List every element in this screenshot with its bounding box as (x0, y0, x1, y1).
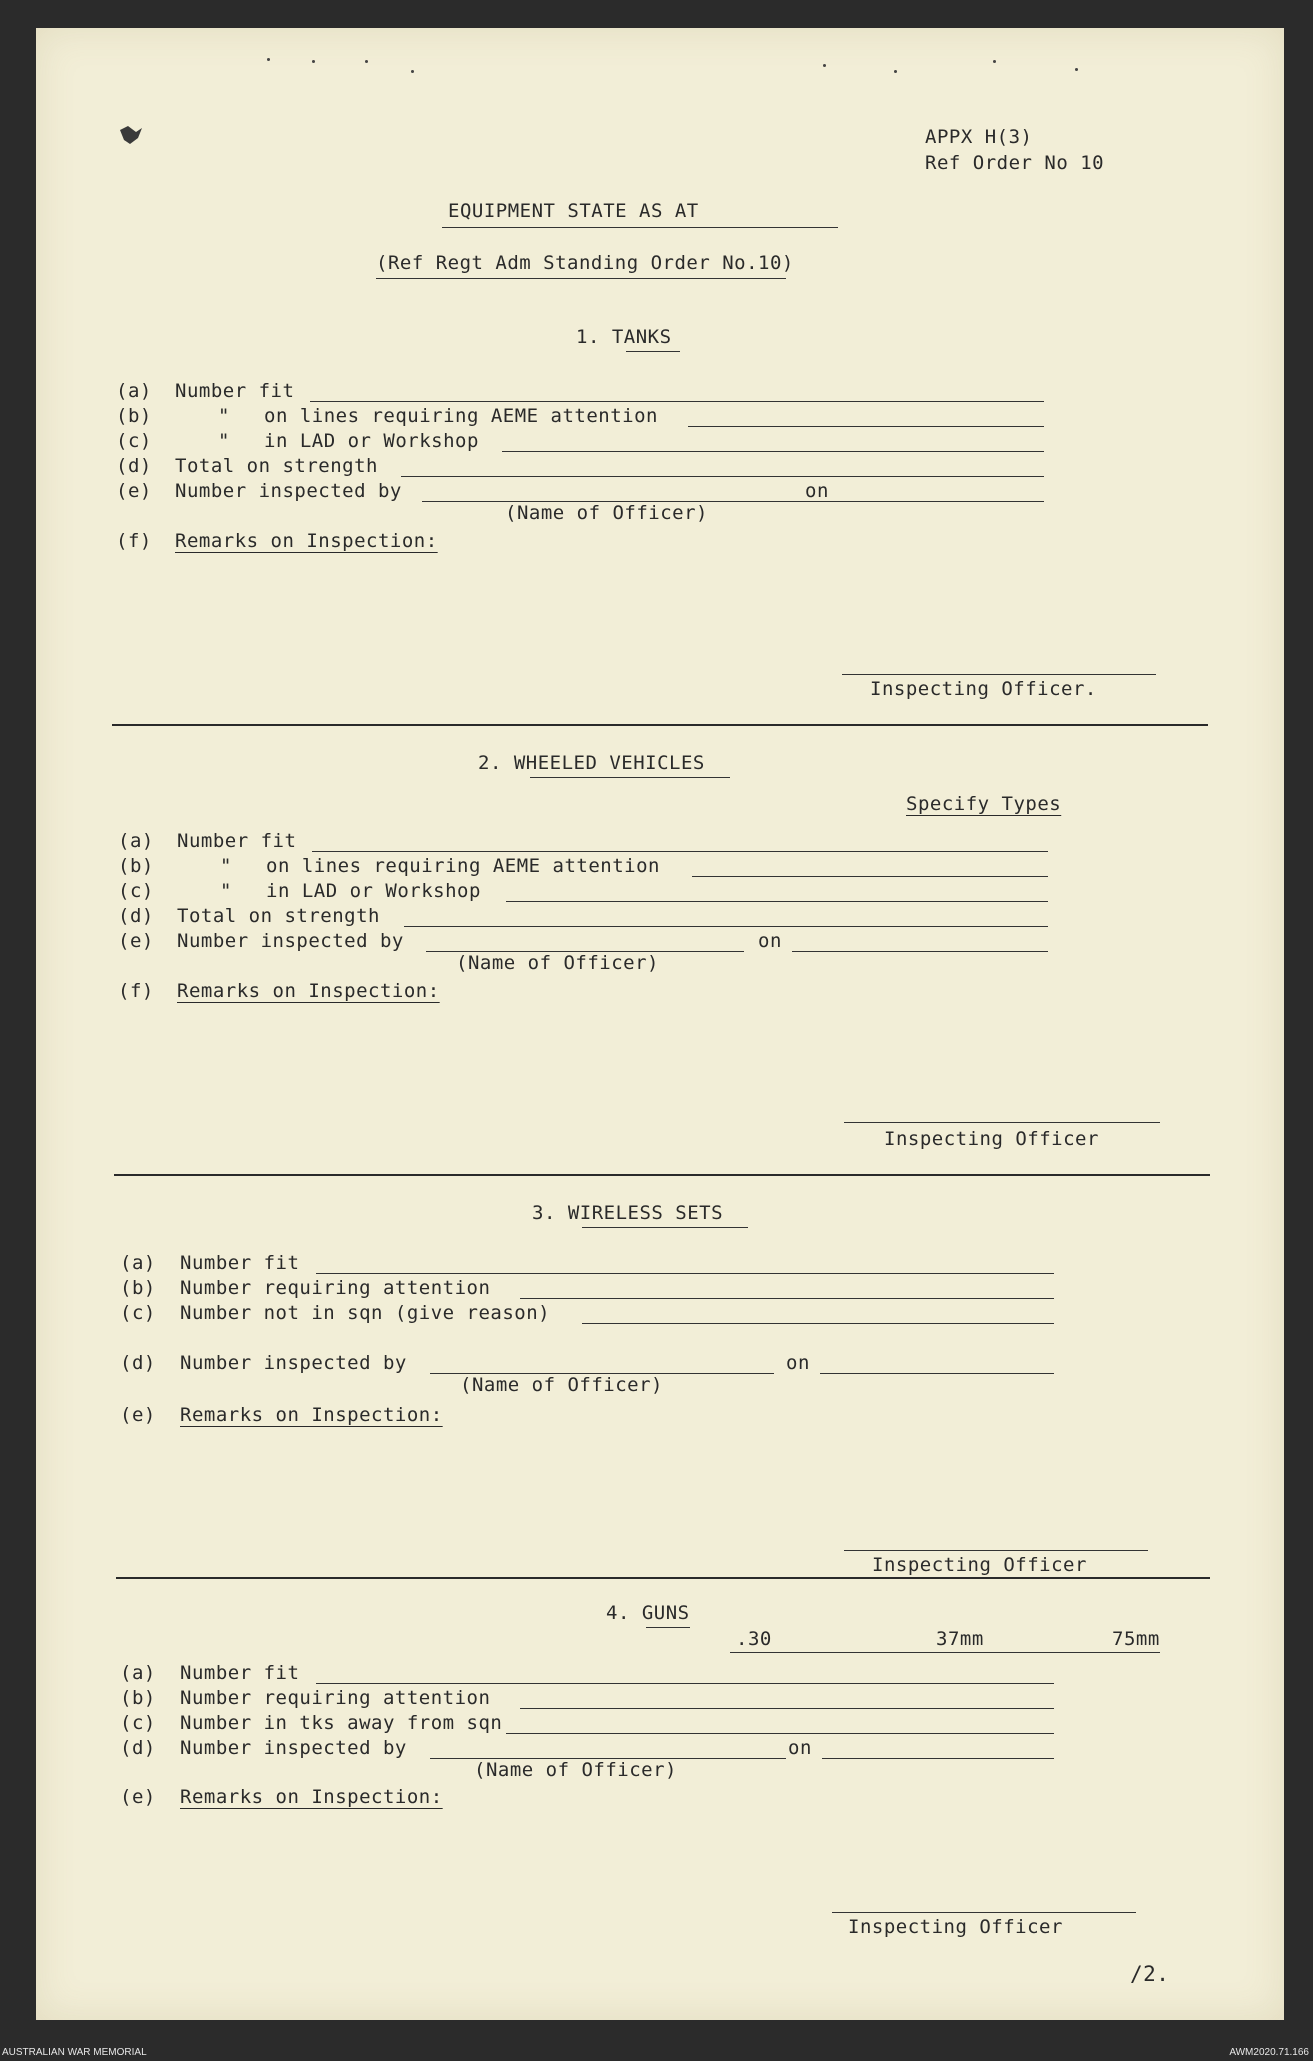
punch-mark (894, 70, 897, 73)
name-of-officer-caption: (Name of Officer) (474, 1759, 677, 1781)
guns-away-from-sqn-field[interactable] (506, 1733, 1054, 1734)
ref-order-label: Ref Order No 10 (925, 152, 1105, 174)
tanks-workshop-field[interactable] (502, 451, 1044, 452)
guns-column-75mm: 75mm (1112, 1628, 1160, 1650)
name-of-officer-caption: (Name of Officer) (456, 952, 659, 974)
specify-types-label: Specify Types (906, 793, 1062, 815)
tanks-total-strength-field[interactable] (401, 476, 1044, 477)
inspecting-officer-label: Inspecting Officer. (870, 678, 1097, 700)
wheeled-workshop-field[interactable] (506, 901, 1048, 902)
signature-line[interactable] (842, 674, 1156, 675)
punch-mark (365, 60, 368, 63)
page-number: /2. (1130, 1962, 1170, 1986)
section-heading-tanks: 1. TANKS (576, 326, 672, 348)
wireless-number-fit-field[interactable] (316, 1273, 1054, 1274)
wheeled-total-strength-field[interactable] (404, 926, 1048, 927)
wireless-attention-field[interactable] (520, 1298, 1054, 1299)
punch-mark (312, 60, 315, 63)
punch-mark (993, 60, 996, 63)
wheeled-number-fit-field[interactable] (312, 851, 1048, 852)
punch-mark (267, 58, 270, 61)
title-underline (442, 227, 838, 228)
section-divider (114, 1174, 1210, 1176)
name-of-officer-caption: (Name of Officer) (460, 1374, 663, 1396)
heading-underline (582, 1227, 748, 1228)
tanks-aeme-attention-field[interactable] (688, 426, 1044, 427)
punch-mark (823, 64, 826, 67)
guns-inspection-date-field[interactable] (822, 1758, 1054, 1759)
footer-institution: AUSTRALIAN WAR MEMORIAL (2, 2047, 147, 2058)
footer-accession-number: AWM2020.71.166 (1229, 2047, 1309, 2058)
punch-mark (1075, 68, 1078, 71)
document-page: APPX H(3) Ref Order No 10 EQUIPMENT STATE AS AT (Ref Regt Adm Standing Order No.10) 1. TANKS (a) Number fit (b) " on lines requiring AEME attention (c) " in LAD or Workshop (d) Total on strength (e) Number inspected by on (Name of Officer) (f) Remarks on Inspection: Inspecting Officer. 2. WHEELED VEHICLES Specify Types (a) Number fit (b) " on lines requiring AEME attention (c) " in LAD or Workshop (d) Total on strength (e) Number inspected by on (Name of Officer) (f) Remarks on Inspection: Inspecting Officer 3. WIRELESS SETS (a) Number fit (b) Number requiring attention (c) Number not in sqn (give reason) (d) Number inspected by on (Name of Officer) (e) Remarks on Inspection: Inspecting Officer 4. GUNS .30 37mm 75mm (a) Number fit (b) Number requiring attention (c) Number in tks away from sqn (d) Number inspected by on (Name of Officer) (e) Remarks on Inspection: Inspecting Officer /2. (36, 28, 1284, 2020)
inspecting-officer-label: Inspecting Officer (872, 1554, 1087, 1576)
section-heading-wheeled: 2. WHEELED VEHICLES (478, 752, 705, 774)
document-title: EQUIPMENT STATE AS AT (448, 200, 699, 222)
signature-line[interactable] (844, 1122, 1160, 1123)
punch-mark (411, 70, 414, 73)
heading-underline (626, 351, 680, 352)
paper-tear-mark (118, 124, 144, 146)
inspecting-officer-label: Inspecting Officer (848, 1916, 1063, 1938)
appendix-label: APPX H(3) (925, 126, 1033, 148)
guns-column-37mm: 37mm (936, 1628, 984, 1650)
guns-columns-underline (730, 1652, 1160, 1653)
signature-line[interactable] (844, 1550, 1148, 1551)
inspecting-officer-label: Inspecting Officer (884, 1128, 1099, 1150)
section-divider (116, 1577, 1210, 1579)
section-heading-wireless: 3. WIRELESS SETS (532, 1202, 724, 1224)
tanks-number-fit-field[interactable] (310, 401, 1044, 402)
subtitle-underline (376, 278, 786, 279)
guns-number-fit-field[interactable] (316, 1683, 1054, 1684)
signature-line[interactable] (832, 1912, 1136, 1913)
wheeled-inspection-date-field[interactable] (792, 951, 1048, 952)
wireless-inspection-date-field[interactable] (820, 1373, 1054, 1374)
document-subtitle: (Ref Regt Adm Standing Order No.10) (376, 252, 794, 274)
guns-attention-field[interactable] (520, 1708, 1054, 1709)
wheeled-aeme-attention-field[interactable] (692, 876, 1048, 877)
wireless-not-in-sqn-field[interactable] (582, 1323, 1054, 1324)
heading-underline (646, 1627, 690, 1628)
section-divider (112, 724, 1208, 726)
name-of-officer-caption: (Name of Officer) (505, 502, 708, 524)
guns-column-30: .30 (736, 1628, 772, 1650)
section-heading-guns: 4. GUNS (606, 1602, 690, 1624)
heading-underline (530, 777, 730, 778)
